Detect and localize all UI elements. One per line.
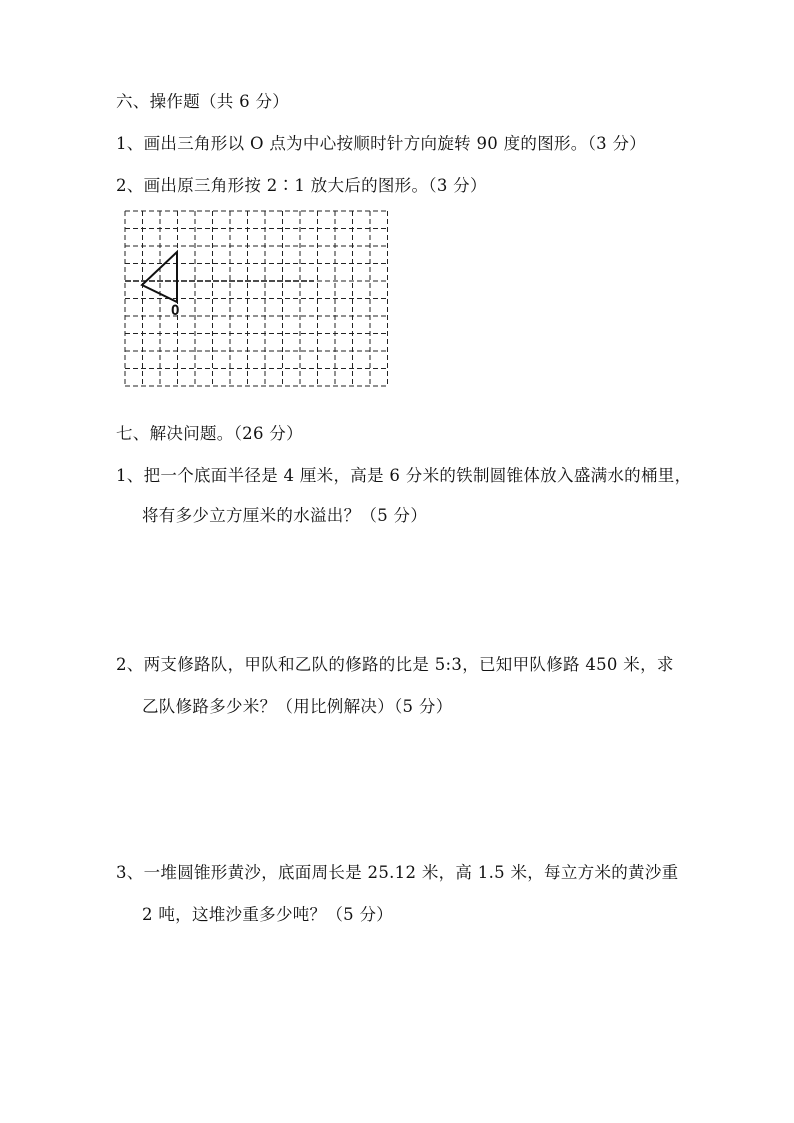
section7-q3-line1: 3、一堆圆锥形黄沙，底面周长是 25.12 米，高 1.5 米，每立方米的黄沙重 — [116, 863, 679, 882]
section6-question-1: 1、画出三角形以 O 点为中心按顺时针方向旋转 90 度的图形。（3 分） — [116, 134, 647, 153]
section7-q3-line2: 2 吨，这堆沙重多少吨？（5 分） — [142, 905, 394, 924]
section6-title: 六、操作题（共 6 分） — [116, 92, 290, 111]
point-o-label: O — [171, 303, 180, 319]
section7-title: 七、解决问题。（26 分） — [116, 424, 303, 443]
grid-lines — [125, 211, 388, 386]
section7-q1-line1: 1、把一个底面半径是 4 厘米，高是 6 分米的铁制圆锥体放入盛满水的桶里， — [116, 466, 692, 485]
section7-q2-line2: 乙队修路多少米？（用比例解决）（5 分） — [142, 697, 453, 716]
dashed-grid-figure — [122, 208, 390, 388]
section7-q1-line2: 将有多少立方厘米的水溢出？（5 分） — [142, 506, 428, 525]
section6-question-2: 2、画出原三角形按 2∶1 放大后的图形。（3 分） — [116, 176, 487, 195]
section7-q2-line1: 2、两支修路队，甲队和乙队的修路的比是 5:3，已知甲队修路 450 米，求 — [116, 655, 674, 674]
